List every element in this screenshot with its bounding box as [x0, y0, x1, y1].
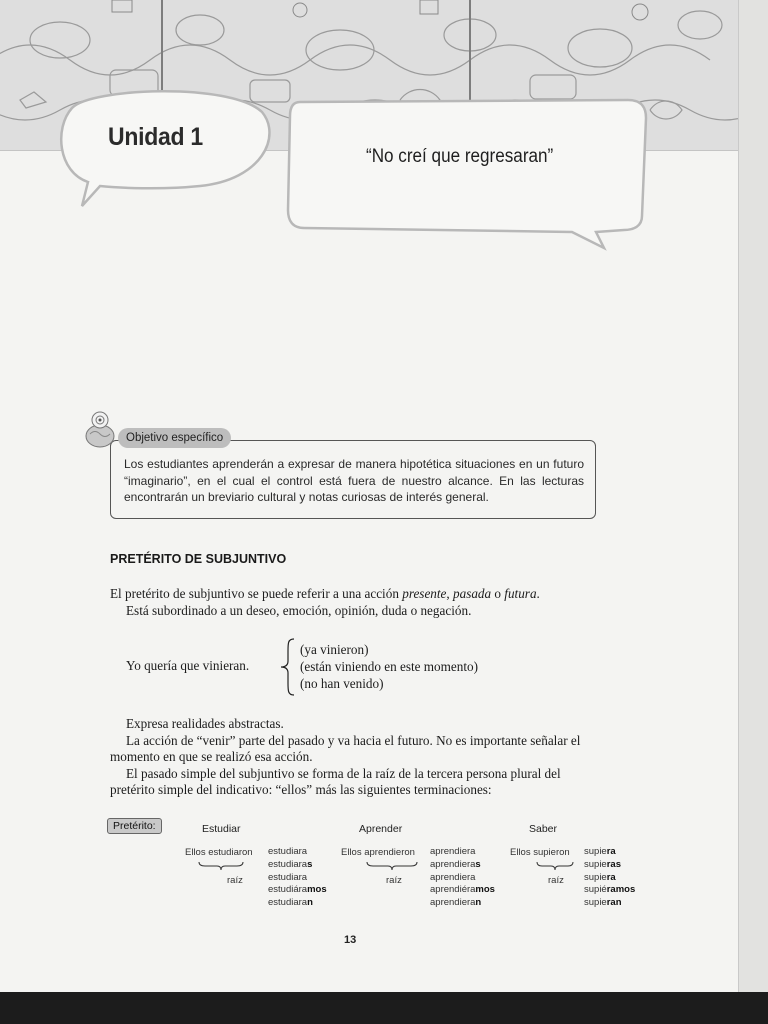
underbrace — [536, 860, 574, 872]
raiz-label: raíz — [548, 875, 564, 886]
venir-paragraph: La acción de “venir” parte del pasado y va hacia el futuro. No es importante señalar el momento en que se realizó esa acción. — [110, 732, 581, 764]
objective-tab-label: Objetivo específico — [118, 428, 231, 448]
conjugation-form: estudiara — [268, 846, 308, 857]
explanation-paragraphs — [110, 716, 596, 799]
conjugation-list-saber — [584, 846, 635, 910]
verb-heading: Saber — [529, 823, 558, 835]
underbrace — [366, 860, 418, 872]
ellos-form: Ellos estudiaron — [185, 847, 253, 858]
ellos-form: Ellos aprendieron — [341, 847, 415, 858]
unit-title: Unidad 1 — [108, 123, 203, 151]
verb-heading: Estudiar — [202, 823, 241, 835]
conjugation-form: supiera — [584, 871, 616, 883]
conjugation-form: aprendiera — [430, 871, 476, 883]
book-page-edge — [738, 0, 768, 992]
intro-paragraph — [110, 586, 600, 619]
option-item: (no han venido) — [300, 676, 384, 691]
page-number: 13 — [344, 934, 357, 946]
formation-paragraph: El pasado simple del subjuntivo se forma de la raíz de la tercera persona plural del pretérito simple del indicativo: “ellos” más las siguientes terminaciones: — [110, 765, 561, 797]
scan-shadow — [0, 992, 768, 1024]
intro-line-2: Está subordinado a un deseo, emoción, opinión, duda o negación. — [126, 602, 472, 618]
objective-text: Los estudiantes aprenderán a expresar de manera hipotética situaciones en un futuro “imaginario”, en el cual el control está fuera de nuestro alcance. En las lecturas encontrarán un breviario cultural y notas curiosas de interés general. — [124, 457, 584, 504]
conjugation-form: aprendieran — [430, 897, 482, 909]
unit-subtitle: “No creí que regresaran” — [366, 146, 554, 167]
conjugation-form: estudiaran — [268, 897, 313, 909]
ellos-form: Ellos supieron — [510, 847, 570, 858]
conjugation-form: estudiaras — [268, 858, 313, 870]
conjugation-form: supiéramos — [584, 884, 636, 896]
abstract-line: Expresa realidades abstractas. — [126, 716, 284, 731]
left-brace — [278, 637, 298, 697]
conjugation-form: aprendieras — [430, 858, 481, 870]
conjugation-form: estudiáramos — [268, 884, 327, 896]
underbrace — [198, 860, 244, 872]
example-sentence: Yo quería que vinieran. — [126, 658, 250, 673]
conjugation-list-estudiar — [268, 846, 327, 910]
verb-heading: Aprender — [359, 823, 403, 835]
conjugation-form: estudiara — [268, 871, 308, 883]
section-title: PRETÉRITO DE SUBJUNTIVO — [110, 552, 287, 566]
intro-line-1: El pretérito de subjuntivo se puede referir a una acción presente, pasada o futura. — [110, 586, 540, 601]
conjugation-form: supieras — [584, 858, 621, 870]
conjugation-form: supieran — [584, 897, 622, 909]
conjugation-form: aprendiéramos — [430, 884, 495, 896]
example-options — [300, 642, 478, 693]
preterito-tag: Pretérito: — [107, 818, 162, 834]
option-item: (están viniendo en este momento) — [300, 659, 478, 674]
conjugation-form: supiera — [584, 846, 616, 857]
conjugation-list-aprender — [430, 846, 495, 910]
target-brain-icon — [80, 408, 124, 452]
option-item: (ya vinieron) — [300, 642, 369, 657]
raiz-label: raíz — [227, 875, 243, 886]
conjugation-form: aprendiera — [430, 846, 476, 857]
raiz-label: raíz — [386, 875, 402, 886]
